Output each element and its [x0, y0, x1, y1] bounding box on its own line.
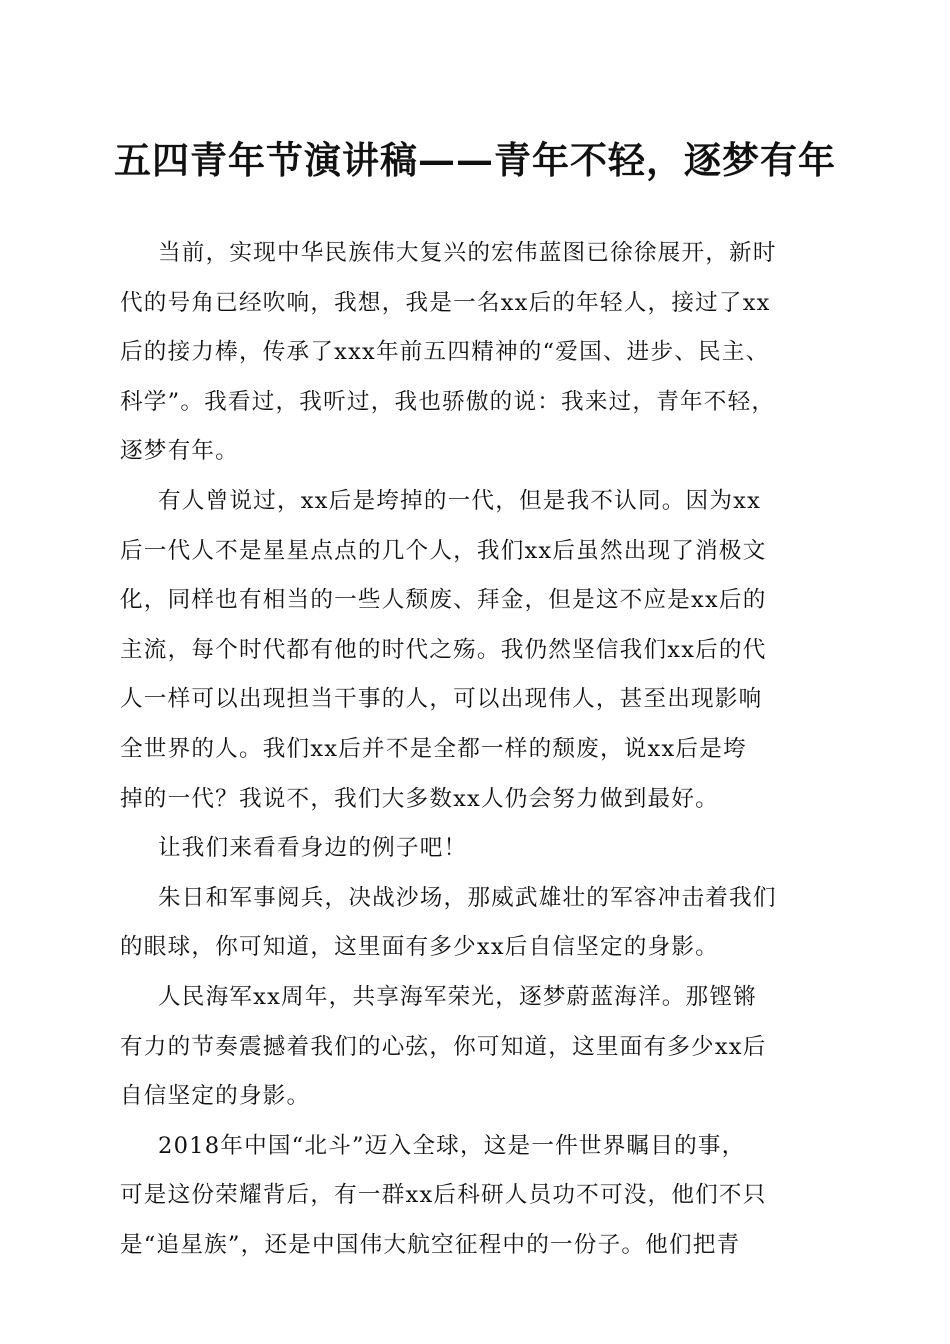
text-line: 当前，实现中华民族伟大复兴的宏伟蓝图已徐徐展开，新时	[158, 240, 777, 266]
text-line: 的眼球，你可知道，这里面有多少xx后自信坚定的身影。	[120, 934, 719, 961]
text-line: 有人曾说过，xx后是垮掉的一代，但是我不认同。因为xx	[158, 487, 762, 514]
document-title: 五四青年节演讲稿——青年不轻，逐梦有年	[114, 138, 836, 182]
text-line: 2018年中国“北斗”迈入全球，这是一件世界瞩目的事，	[158, 1132, 746, 1159]
text-line: 主流，每个时代都有他的时代之殇。我仍然坚信我们xx后的代	[120, 636, 767, 663]
document-body	[120, 229, 832, 1270]
text-line: 科学”。我看过，我听过，我也骄傲的说：我来过，青年不轻，	[120, 388, 776, 415]
text-line: 自信坚定的身影。	[120, 1083, 311, 1110]
text-line: 朱日和军事阅兵，决战沙场，那威武雄壮的军容冲击着我们	[158, 884, 777, 911]
text-line: 可是这份荣耀背后，有一群xx后科研人员功不可没，他们不只	[120, 1182, 767, 1209]
text-line: 逐梦有年。	[120, 438, 239, 465]
text-line: 是“追星族”，还是中国伟大航空征程中的一份子。他们把青	[120, 1231, 741, 1258]
text-line: 代的号角已经吹响，我想，我是一名xx后的年轻人，接过了xx	[120, 289, 771, 316]
text-line: 人民海军xx周年，共享海军荣光，逐梦蔚蓝海洋。那铿锵	[158, 983, 757, 1010]
text-line: 人一样可以出现担当干事的人，可以出现伟人，甚至出现影响	[120, 686, 763, 713]
text-line: 掉的一代？我说不，我们大多数xx人仍会努力做到最好。	[120, 785, 719, 812]
text-line: 后一代人不是星星点点的几个人，我们xx后虽然出现了消极文	[120, 537, 767, 564]
text-line: 后的接力棒，传承了xxx年前五四精神的“爱国、进步、民主、	[120, 339, 770, 366]
text-line: 让我们来看看身边的例子吧！	[158, 835, 468, 862]
text-line: 化，同样也有相当的一些人颓废、拜金，但是这不应是xx后的	[120, 587, 767, 614]
text-line: 全世界的人。我们xx后并不是全都一样的颓废，说xx后是垮	[120, 735, 747, 762]
text-line: 有力的节奏震撼着我们的心弦，你可知道，这里面有多少xx后	[120, 1033, 767, 1060]
